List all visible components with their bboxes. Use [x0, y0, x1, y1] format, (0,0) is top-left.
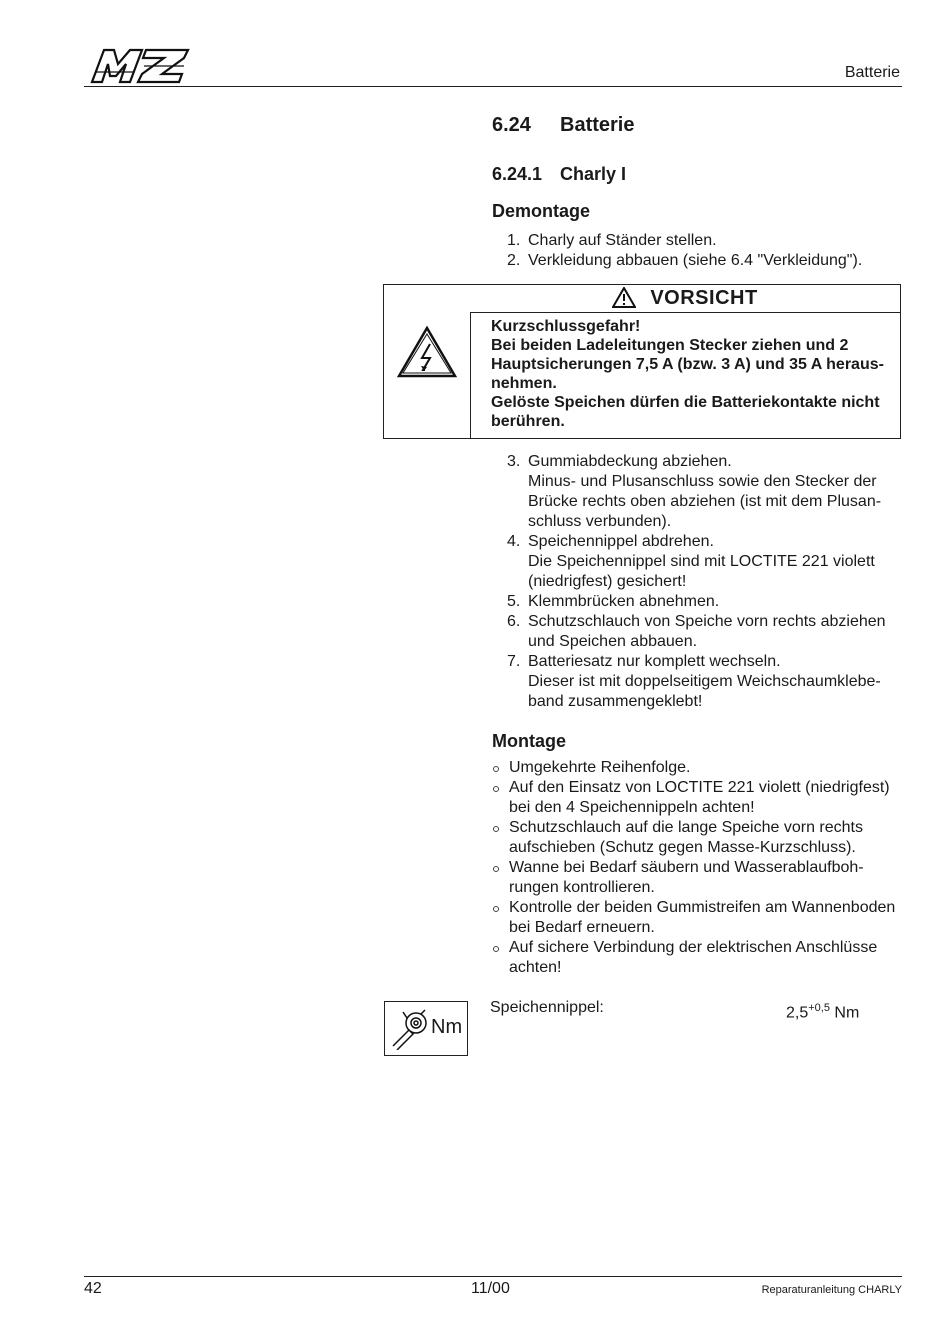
step-text: Charly auf Ständer stellen. [528, 232, 717, 249]
montage-item [491, 818, 911, 858]
step-line: Klemmbrücken abnehmen. [528, 593, 720, 610]
demontage-steps-2 [492, 452, 912, 712]
montage-line: Wanne bei Bedarf säubern und Wasserablaufboh- [509, 859, 864, 876]
montage-line: Umgekehrte Reihenfolge. [509, 759, 691, 776]
warning-title-row [470, 285, 900, 313]
montage-list [491, 758, 911, 978]
step-number: 1. [507, 232, 521, 249]
step-number: 6. [507, 613, 521, 630]
step-line: schluss verbunden). [528, 513, 672, 530]
step-line: Die Speichennippel sind mit LOCTITE 221 violett [528, 553, 875, 570]
step-item [492, 532, 912, 592]
section-title: Batterie [560, 114, 635, 136]
footer-manual-title: Reparaturanleitung CHARLY [761, 1284, 902, 1296]
montage-item [491, 898, 911, 938]
warning-title: VORSICHT [650, 287, 758, 309]
montage-line: bei Bedarf erneuern. [509, 919, 655, 936]
step-line: (niedrigfest) gesichert! [528, 573, 687, 590]
step-line: Schutzschlauch von Speiche vorn rechts abziehen [528, 613, 886, 630]
header-divider [84, 86, 902, 87]
step-number: 7. [507, 653, 521, 670]
page-number: 42 [84, 1280, 102, 1297]
step-item [492, 612, 912, 652]
step-item [492, 592, 912, 612]
high-voltage-icon [397, 326, 457, 383]
warning-line: Kurzschlussgefahr! [491, 318, 641, 335]
step-line: und Speichen abbauen. [528, 633, 698, 650]
montage-line: bei den 4 Speichennippeln achten! [509, 799, 755, 816]
montage-line: Auf sichere Verbindung der elektrischen Anschlüsse [509, 939, 878, 956]
step-item [492, 231, 912, 251]
warning-line: berühren. [491, 413, 565, 430]
torque-part-label: Speichennippel: [490, 999, 604, 1016]
step-line: Speichennippel abdrehen. [528, 533, 714, 550]
demontage-steps-1 [492, 231, 912, 271]
montage-line: Kontrolle der beiden Gummistreifen am Wannenboden [509, 899, 896, 916]
warning-box [383, 284, 901, 439]
montage-item [491, 758, 911, 778]
warning-triangle-icon [612, 287, 636, 313]
footer-divider [84, 1276, 902, 1277]
montage-heading: Montage [492, 731, 566, 751]
warning-icon-cell [384, 312, 471, 438]
step-number: 4. [507, 533, 521, 550]
step-text: Verkleidung abbauen (siehe 6.4 "Verkleidung"). [528, 252, 863, 269]
step-line: Minus- und Plusanschluss sowie den Stecker der [528, 473, 877, 490]
montage-line: Auf den Einsatz von LOCTITE 221 violett (niedrigfest) [509, 779, 890, 796]
step-line: Brücke rechts oben abziehen (ist mit dem Plusan- [528, 493, 882, 510]
wrench-icon [389, 1008, 429, 1055]
subsection-heading [492, 164, 626, 185]
step-line: Dieser ist mit doppelseitigem Weichschaumklebe- [528, 673, 881, 690]
subsection-number: 6.24.1 [492, 164, 543, 184]
step-item [492, 652, 912, 712]
montage-line: achten! [509, 959, 562, 976]
montage-item [491, 858, 911, 898]
step-item [492, 452, 912, 532]
step-number: 3. [507, 453, 521, 470]
montage-line: Schutzschlauch auf die lange Speiche vorn rechts [509, 819, 863, 836]
subsection-title: Charly I [560, 164, 627, 184]
section-heading [492, 114, 634, 137]
step-line: Gummiabdeckung abziehen. [528, 453, 732, 470]
header-section-label: Batterie [844, 64, 900, 81]
montage-item [491, 938, 911, 978]
step-number: 5. [507, 593, 521, 610]
warning-line: Bei beiden Ladeleitungen Stecker ziehen und 2 [491, 337, 849, 354]
warning-line: Gelöste Speichen dürfen die Batteriekontakte nicht [491, 394, 880, 411]
step-item [492, 251, 912, 271]
torque-value-number: 2,5 [786, 1004, 809, 1022]
warning-line: Hauptsicherungen 7,5 A (bzw. 3 A) und 35 A heraus- [491, 356, 884, 373]
torque-unit-icon-label: Nm [431, 1016, 463, 1038]
step-number: 2. [507, 252, 521, 269]
step-line: band zusammengeklebt! [528, 693, 703, 710]
demontage-heading: Demontage [492, 201, 591, 221]
torque-value [786, 998, 859, 1023]
section-number: 6.24 [492, 114, 531, 136]
montage-line: rungen kontrollieren. [509, 879, 655, 896]
mz-logo [84, 42, 194, 88]
warning-text [491, 317, 891, 431]
torque-tolerance: +0,5 [808, 1002, 830, 1014]
montage-line: aufschieben (Schutz gegen Masse-Kurzschluss). [509, 839, 856, 856]
torque-wrench-box [384, 1001, 468, 1056]
step-line: Batteriesatz nur komplett wechseln. [528, 653, 781, 670]
footer-date: 11/00 [471, 1280, 510, 1297]
torque-value-unit: Nm [834, 1004, 860, 1022]
warning-line: nehmen. [491, 375, 557, 392]
montage-item [491, 778, 911, 818]
